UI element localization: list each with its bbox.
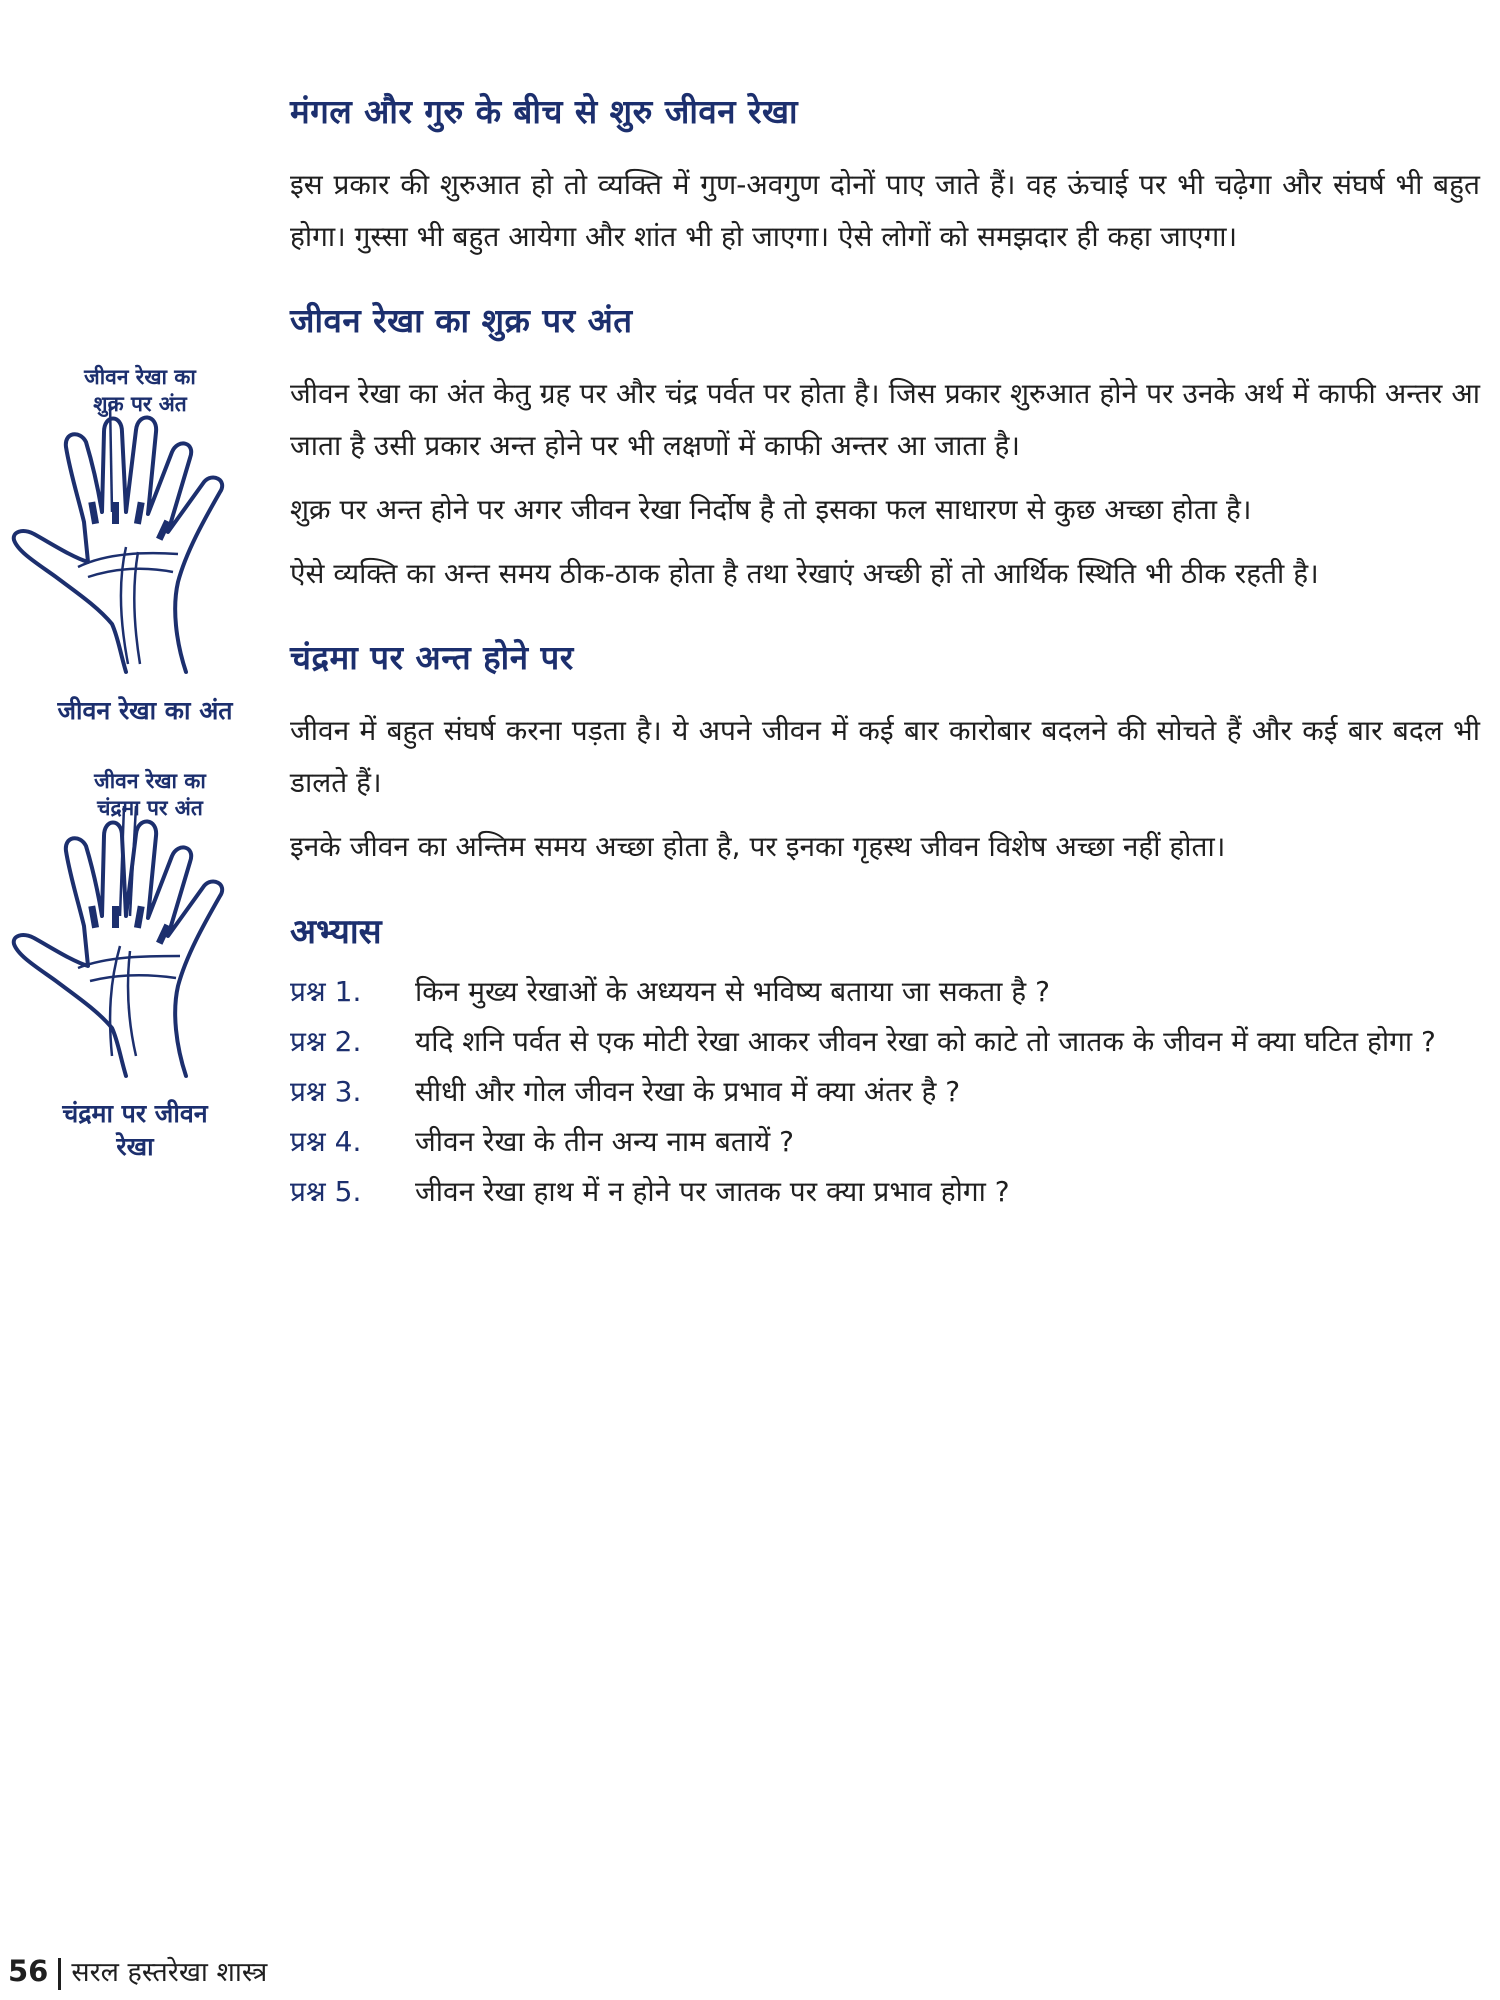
question-label: प्रश्न 5.: [290, 1175, 362, 1208]
paragraph: इस प्रकार की शुरुआत हो तो व्यक्ति में गुण-अवगुण दोनों पाए जाते हैं। वह ऊंचाई पर भी चढ़ेगा और संघर्ष भी बहुत होगा। गुस्सा भी बहुत आयेगा और शांत भी हो जाएगा। ऐसे लोगों को समझदार ही कहा जाएगा।: [290, 168, 1480, 253]
paragraph: ऐसे व्यक्ति का अन्त समय ठीक-ठाक होता है तथा रेखाएं अच्छी हों तो आर्थिक स्थिति भी ठीक रहती है।: [290, 557, 1319, 590]
paragraph: शुक्र पर अन्त होने पर अगर जीवन रेखा निर्दोष है तो इसका फल साधारण से कुछ अच्छा होता है।: [290, 493, 1252, 526]
figure-2-top-label: जीवन रेखा का चंद्रमा पर अंत: [94, 769, 206, 821]
question-item: [290, 1117, 1480, 1167]
figure-2-caption: चंद्रमा पर जीवन रेखा: [62, 1099, 208, 1161]
page-number: 56: [8, 1954, 49, 1988]
section-venus-end: [290, 297, 1480, 600]
question-text: किन मुख्य रेखाओं के अध्ययन से भविष्य बताया जा सकता है ?: [415, 975, 1050, 1008]
paragraph: इनके जीवन का अन्तिम समय अच्छा होता है, पर इनका गृहस्थ जीवन विशेष अच्छा नहीं होता।: [290, 830, 1226, 863]
question-label: प्रश्न 1.: [290, 975, 362, 1008]
question-item: [290, 1067, 1480, 1117]
figure-1-caption: जीवन रेखा का अंत: [57, 696, 233, 725]
question-text: जीवन रेखा हाथ में न होने पर जातक पर क्या प्रभाव होगा ?: [415, 1175, 1010, 1208]
exercise-title: अभ्यास: [290, 912, 382, 952]
paragraph: जीवन रेखा का अंत केतु ग्रह पर और चंद्र पर्वत पर होता है। जिस प्रकार शुरुआत होने पर उनके अर्थ में काफी अन्तर आ जाता है उसी प्रकार अन्त होने पर भी लक्षणों में काफी अन्तर आ जाता है।: [290, 377, 1480, 462]
section-mars-jupiter-start: [290, 88, 1480, 263]
footer-divider: [58, 1958, 61, 1990]
question-text: जीवन रेखा के तीन अन्य नाम बतायें ?: [415, 1125, 795, 1158]
illustration-column: [0, 0, 290, 1200]
question-text: सीधी और गोल जीवन रेखा के प्रभाव में क्या अंतर है ?: [415, 1075, 961, 1108]
question-text: यदि शनि पर्वत से एक मोटी रेखा आकर जीवन रेखा को काटे तो जातक के जीवन में क्या घटित होगा ?: [415, 1025, 1436, 1058]
section-moon-end: [290, 634, 1480, 873]
hand-diagram-moon-end: [8, 806, 258, 1086]
question-label: प्रश्न 2.: [290, 1025, 362, 1058]
paragraph: जीवन में बहुत संघर्ष करना पड़ता है। ये अपने जीवन में कई बार कारोबार बदलने की सोचते हैं और कई बार बदल भी डालते हैं।: [290, 714, 1480, 799]
hand-diagram-venus-end: [8, 402, 258, 682]
question-item: [290, 1017, 1480, 1067]
book-title: सरल हस्तरेखा शास्त्र: [71, 1957, 268, 1988]
main-content: [290, 88, 1480, 1217]
exercise-section: [290, 907, 1480, 1217]
question-label: प्रश्न 3.: [290, 1075, 362, 1108]
question-item: [290, 1167, 1480, 1217]
figure-1-top-label: जीवन रेखा का शुक्र पर अंत: [84, 365, 196, 417]
section-heading: जीवन रेखा का शुक्र पर अंत: [290, 301, 633, 340]
section-heading: मंगल और गुरु के बीच से शुरु जीवन रेखा: [290, 92, 799, 131]
section-heading: चंद्रमा पर अन्त होने पर: [290, 638, 574, 677]
question-label: प्रश्न 4.: [290, 1125, 362, 1158]
question-item: [290, 967, 1480, 1017]
page-footer: [8, 1952, 267, 1990]
